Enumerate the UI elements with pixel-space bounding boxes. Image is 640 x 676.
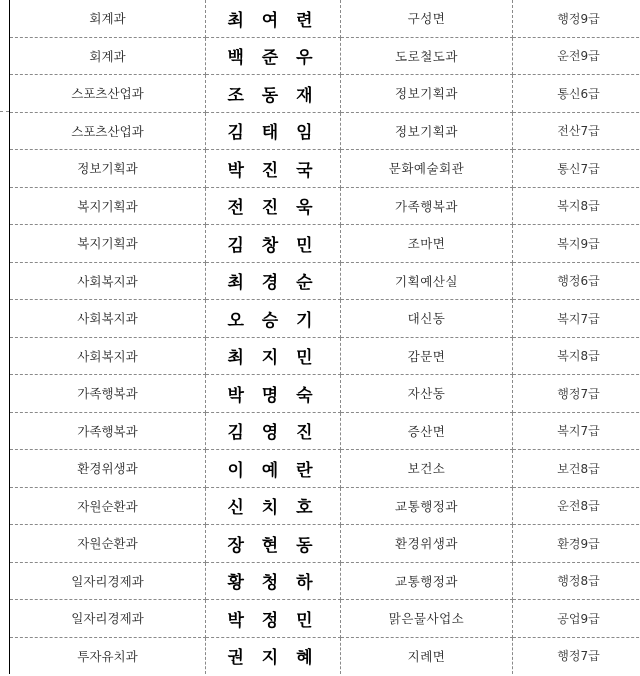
rank-grade-cell: 복지9급 — [513, 225, 640, 263]
rank-grade-cell: 환경9급 — [513, 525, 640, 563]
employee-name-cell: 박 명 숙 — [206, 375, 341, 413]
employee-name-cell: 박 정 민 — [206, 600, 341, 638]
table-row — [10, 525, 640, 563]
personnel-table-page — [9, 0, 640, 676]
current-department-cell: 일자리경제과 — [10, 562, 206, 600]
current-department-cell: 회계과 — [10, 37, 206, 75]
new-assignment-cell: 구성면 — [341, 0, 513, 37]
current-department-cell: 스포츠산업과 — [10, 112, 206, 150]
table-row — [10, 262, 640, 300]
rank-grade-cell: 행정6급 — [513, 262, 640, 300]
rank-grade-cell: 행정8급 — [513, 562, 640, 600]
new-assignment-cell: 도로철도과 — [341, 37, 513, 75]
employee-name-cell: 박 진 국 — [206, 150, 341, 188]
rank-grade-cell: 공업9급 — [513, 600, 640, 638]
rank-grade-cell: 복지7급 — [513, 300, 640, 338]
new-assignment-cell: 맑은물사업소 — [341, 600, 513, 638]
employee-name-cell: 전 진 욱 — [206, 187, 341, 225]
rank-grade-cell: 운전8급 — [513, 487, 640, 525]
current-department-cell: 가족행복과 — [10, 412, 206, 450]
table-row — [10, 225, 640, 263]
current-department-cell: 환경위생과 — [10, 450, 206, 488]
table-row — [10, 75, 640, 113]
new-assignment-cell: 문화예술회관 — [341, 150, 513, 188]
rank-grade-cell: 행정7급 — [513, 375, 640, 413]
employee-name-cell: 최 지 민 — [206, 337, 341, 375]
employee-name-cell: 신 치 호 — [206, 487, 341, 525]
rank-grade-cell: 복지7급 — [513, 412, 640, 450]
table-row — [10, 450, 640, 488]
employee-name-cell: 최 경 순 — [206, 262, 341, 300]
new-assignment-cell: 가족행복과 — [341, 187, 513, 225]
rank-grade-cell: 운전9급 — [513, 37, 640, 75]
table-body — [10, 0, 640, 674]
new-assignment-cell: 교통행정과 — [341, 487, 513, 525]
page-edge-divider — [0, 111, 9, 112]
table-row — [10, 375, 640, 413]
table-row — [10, 337, 640, 375]
rank-grade-cell: 행정7급 — [557, 649, 600, 664]
table-row — [10, 0, 640, 37]
table-row — [10, 637, 640, 674]
table-row — [10, 300, 640, 338]
new-assignment-cell: 정보기획과 — [341, 75, 513, 113]
current-department-cell: 사회복지과 — [10, 262, 206, 300]
table-row — [10, 187, 640, 225]
new-assignment-cell: 자산동 — [341, 375, 513, 413]
current-department-cell: 복지기획과 — [10, 187, 206, 225]
current-department-cell: 사회복지과 — [10, 300, 206, 338]
current-department-cell: 스포츠산업과 — [10, 75, 206, 113]
new-assignment-cell: 지례면 — [341, 637, 513, 674]
current-department-cell: 자원순환과 — [10, 525, 206, 563]
current-department-cell: 복지기획과 — [10, 225, 206, 263]
current-department-cell: 가족행복과 — [10, 375, 206, 413]
rank-grade-cell: 복지8급 — [513, 187, 640, 225]
table-row — [10, 112, 640, 150]
rank-grade-cell: 복지8급 — [513, 337, 640, 375]
current-department-cell: 일자리경제과 — [10, 600, 206, 638]
employee-name-cell: 최 여 련 — [206, 0, 341, 37]
table-row — [10, 487, 640, 525]
table-row — [10, 150, 640, 188]
new-assignment-cell: 감문면 — [341, 337, 513, 375]
employee-name-cell: 백 준 우 — [206, 37, 341, 75]
new-assignment-cell: 정보기획과 — [341, 112, 513, 150]
new-assignment-cell: 기획예산실 — [341, 262, 513, 300]
employee-name-cell: 황 청 하 — [206, 562, 341, 600]
new-assignment-cell: 보건소 — [341, 450, 513, 488]
new-assignment-cell: 환경위생과 — [341, 525, 513, 563]
employee-name-cell: 권 지 혜 — [206, 637, 341, 674]
table-row — [10, 600, 640, 638]
table-row — [10, 562, 640, 600]
rank-grade-cell: 통신7급 — [513, 150, 640, 188]
current-department-cell: 사회복지과 — [10, 337, 206, 375]
employee-name-cell: 김 영 진 — [206, 412, 341, 450]
employee-name-cell: 이 예 란 — [206, 450, 341, 488]
new-assignment-cell: 대신동 — [341, 300, 513, 338]
current-department-cell: 자원순환과 — [10, 487, 206, 525]
rank-grade-cell: 보건8급 — [513, 450, 640, 488]
employee-name-cell: 조 동 재 — [206, 75, 341, 113]
current-department-cell: 투자유치과 — [10, 637, 206, 674]
current-department-cell: 정보기획과 — [10, 150, 206, 188]
table-row — [10, 37, 640, 75]
employee-name-cell: 김 창 민 — [206, 225, 341, 263]
new-assignment-cell: 조마면 — [341, 225, 513, 263]
current-department-cell: 회계과 — [10, 0, 206, 37]
employee-name-cell: 김 태 임 — [206, 112, 341, 150]
personnel-transfer-table — [9, 0, 640, 674]
employee-name-cell: 오 승 기 — [206, 300, 341, 338]
employee-name-cell: 장 현 동 — [206, 525, 341, 563]
new-assignment-cell: 교통행정과 — [341, 562, 513, 600]
new-assignment-cell: 증산면 — [341, 412, 513, 450]
table-row — [10, 412, 640, 450]
rank-grade-cell: 행정9급 — [513, 0, 640, 37]
rank-grade-cell: 전산7급 — [513, 112, 640, 150]
rank-grade-cell: 통신6급 — [513, 75, 640, 113]
